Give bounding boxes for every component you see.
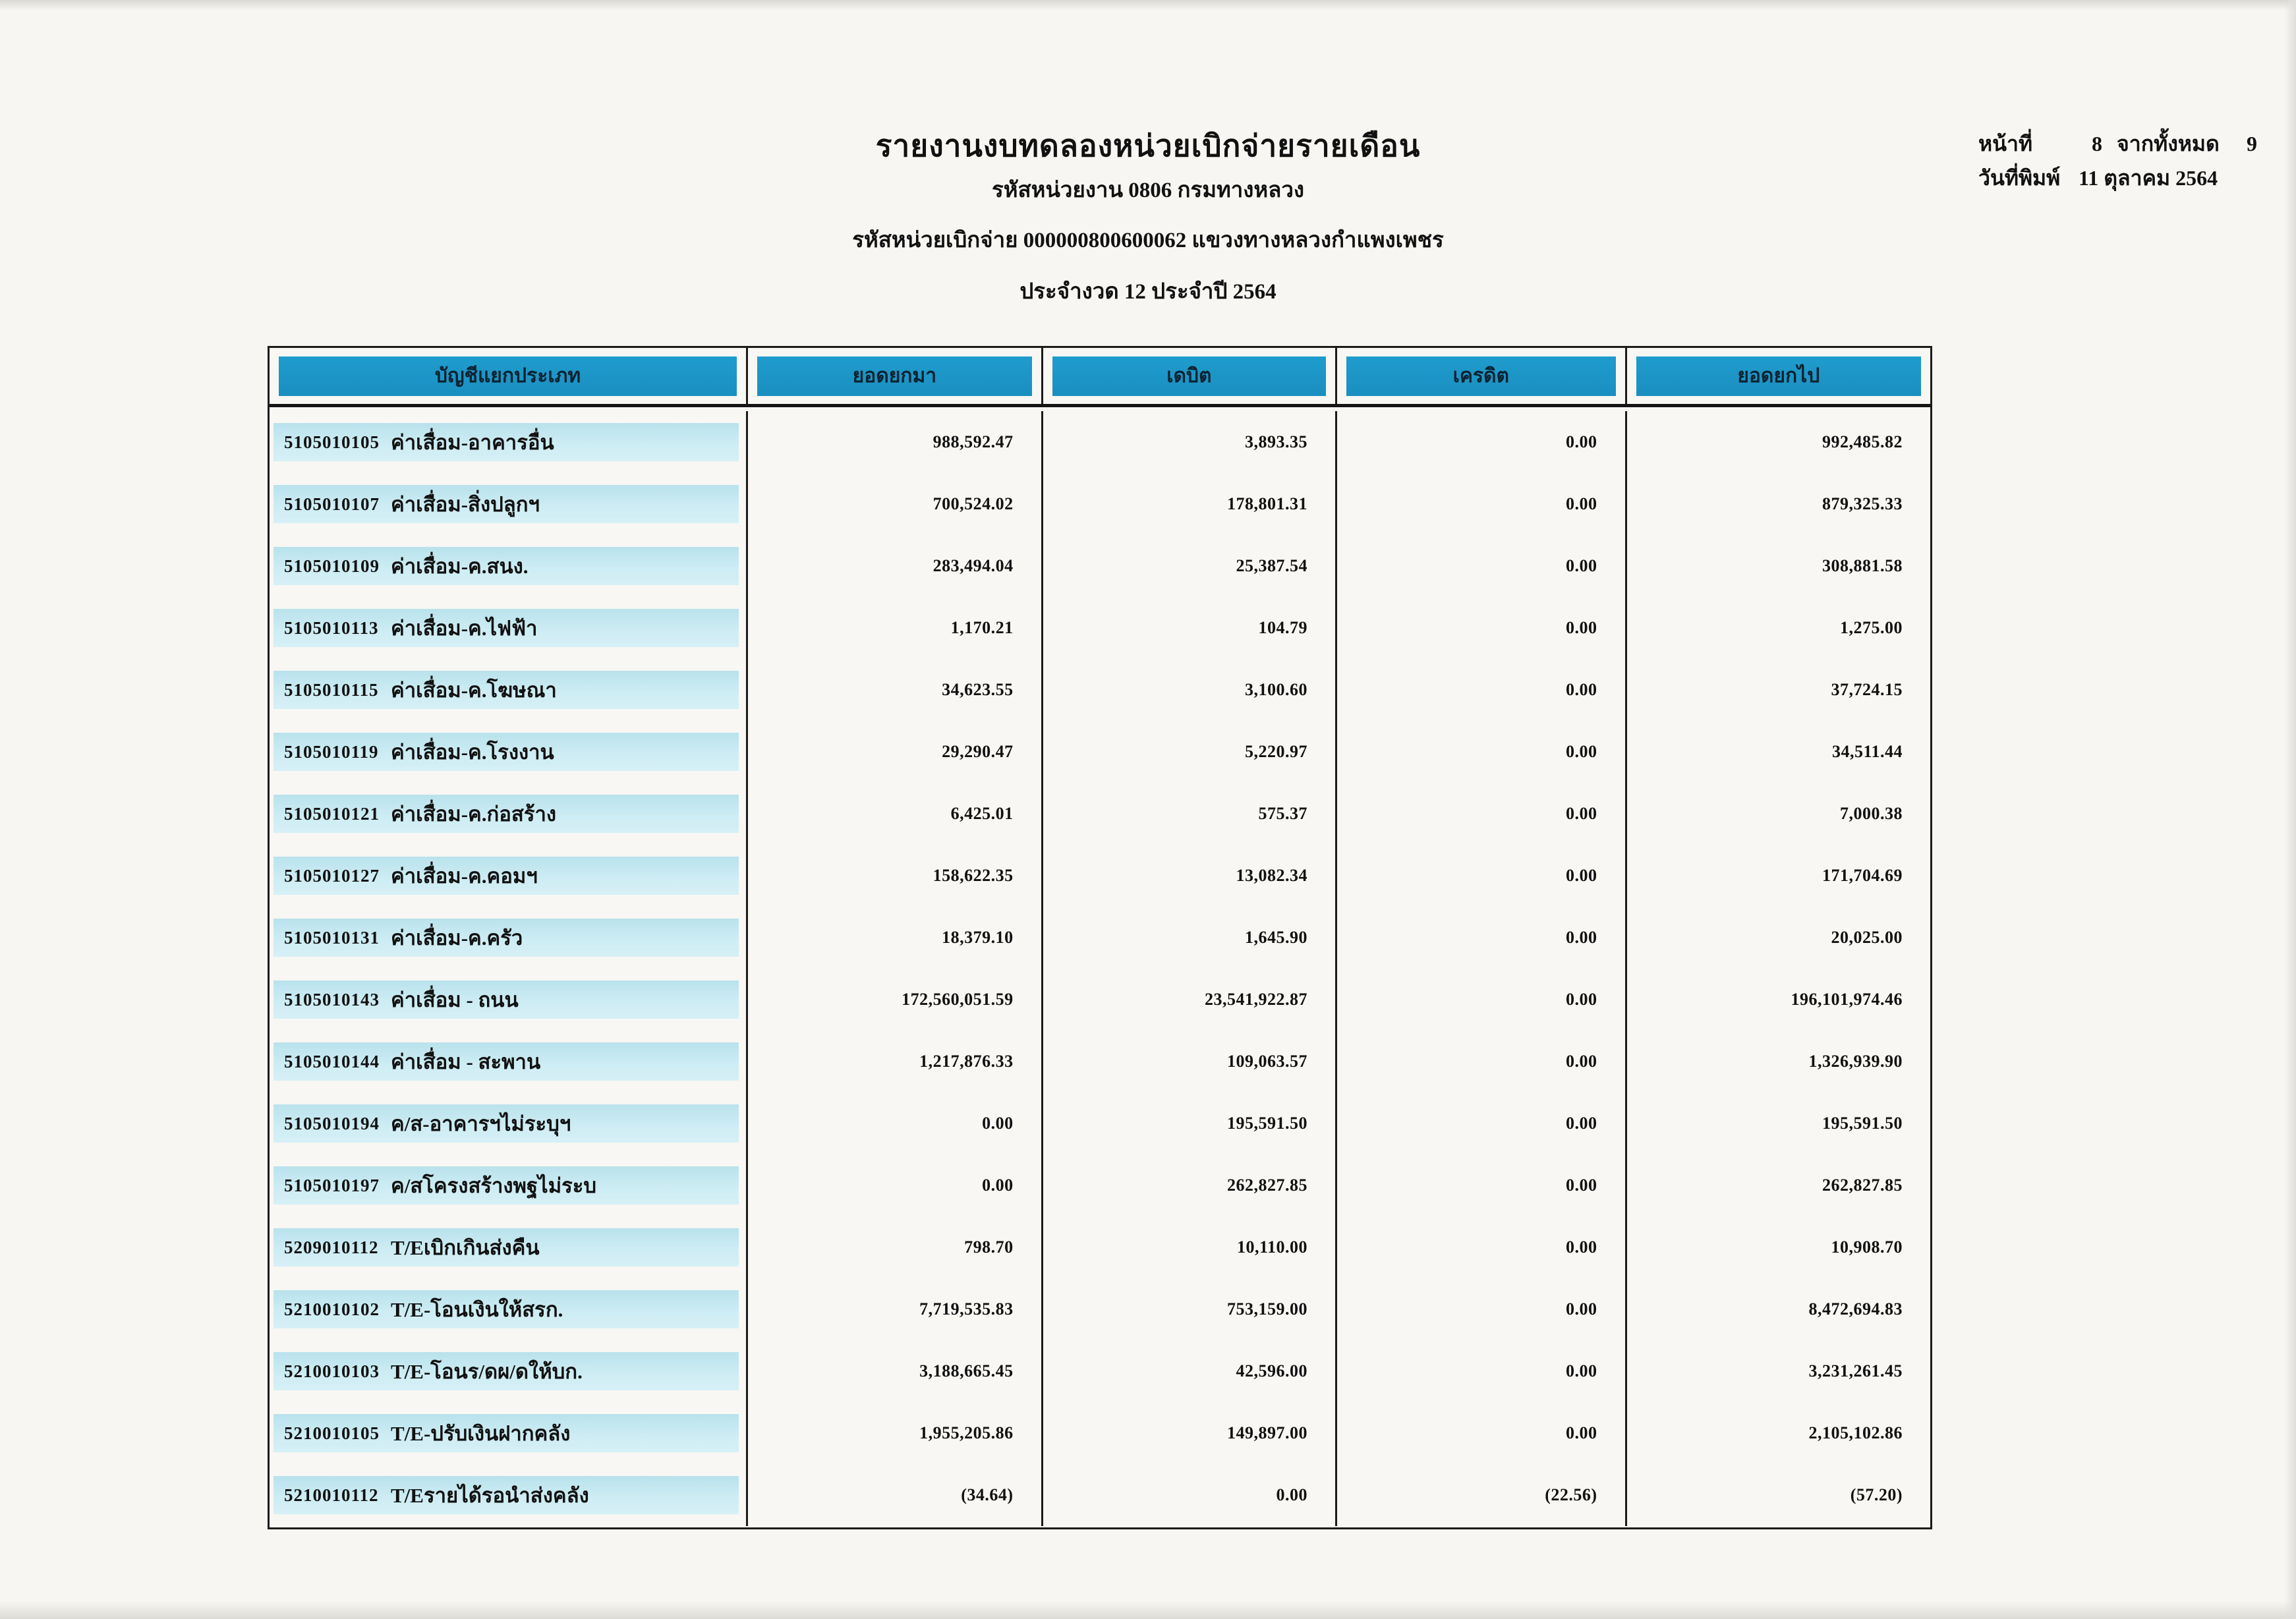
- cell-credit: 0.00: [1337, 1031, 1627, 1093]
- account-code: 5210010102: [284, 1299, 380, 1319]
- account-code: 5105010119: [284, 741, 379, 762]
- account-code: 5105010115: [284, 679, 379, 700]
- cell-brought-forward: 1,170.21: [748, 597, 1043, 659]
- page-number-row: [1978, 130, 2275, 157]
- account-name: T/E-โอนร/ดผ/ดให้บก.: [391, 1360, 583, 1383]
- cell-account: [270, 659, 748, 721]
- account-highlight-stripe: [273, 1414, 739, 1452]
- account-code: 5105010127: [284, 865, 380, 886]
- account-name: T/E-โอนเงินให้สรก.: [391, 1298, 563, 1321]
- cell-account: [270, 1216, 748, 1278]
- page-info-block: [1978, 130, 2275, 191]
- column-header-carried-forward-label: ยอดยกไป: [1636, 356, 1921, 396]
- cell-credit: 0.00: [1337, 1154, 1627, 1216]
- print-date-row: [1978, 165, 2275, 191]
- column-header-account: [270, 348, 748, 404]
- account-highlight-stripe: [273, 1476, 739, 1514]
- scan-edge-right: [2284, 0, 2296, 1619]
- table-row: [270, 783, 1930, 845]
- cell-brought-forward: 0.00: [748, 1154, 1043, 1216]
- account-code: 5105010194: [284, 1113, 380, 1133]
- table-row: [270, 1402, 1930, 1464]
- cell-account: [270, 1402, 748, 1464]
- account-code: 5210010105: [284, 1423, 380, 1443]
- table-row: [270, 535, 1930, 597]
- cell-account: [270, 597, 748, 659]
- account-name: ค่าเสื่อม-อาคารอื่น: [391, 431, 554, 454]
- cell-debit: 149,897.00: [1043, 1402, 1337, 1464]
- cell-account: [270, 1154, 748, 1216]
- account-name: ค่าเสื่อม-สิ่งปลูกฯ: [391, 493, 540, 516]
- table-row: [270, 969, 1930, 1031]
- column-header-carried-forward: [1627, 348, 1930, 404]
- cell-account: [270, 1464, 748, 1526]
- account-highlight-stripe: [273, 980, 739, 1019]
- cell-brought-forward: 29,290.47: [748, 721, 1043, 783]
- cell-account: [270, 1278, 748, 1340]
- cell-debit: 3,893.35: [1043, 411, 1337, 473]
- cell-credit: 0.00: [1337, 535, 1627, 597]
- account-highlight-stripe: [273, 733, 739, 771]
- cell-brought-forward: 283,494.04: [748, 535, 1043, 597]
- cell-brought-forward: 34,623.55: [748, 659, 1043, 721]
- account-code: 5105010144: [284, 1051, 380, 1071]
- account-name: T/Eเบิกเกินส่งคืน: [391, 1236, 540, 1259]
- cell-brought-forward: 18,379.10: [748, 907, 1043, 969]
- account-name: ค่าเสื่อม-ค.ก่อสร้าง: [391, 803, 557, 826]
- cell-debit: 104.79: [1043, 597, 1337, 659]
- column-header-debit-label: เดบิต: [1052, 356, 1326, 396]
- cell-credit: 0.00: [1337, 845, 1627, 907]
- page-label: หน้าที่: [1978, 132, 2033, 156]
- account-highlight-stripe: [273, 919, 739, 957]
- cell-brought-forward: 3,188,665.45: [748, 1340, 1043, 1402]
- cell-account: [270, 845, 748, 907]
- column-header-account-label: บัญชีแยกประเภท: [279, 356, 737, 396]
- account-code: 5105010121: [284, 803, 380, 824]
- disbursement-unit-line: รหัสหน่วยเบิกจ่าย 000000800600062 แขวงทางหลวงกำแพงเพชร: [852, 229, 1444, 252]
- cell-carried-forward: 308,881.58: [1822, 556, 1903, 575]
- table-row: [270, 1464, 1930, 1526]
- table-row: [270, 1278, 1930, 1340]
- table-row: [270, 1031, 1930, 1093]
- cell-account: [270, 721, 748, 783]
- cell-credit: 0.00: [1337, 1093, 1627, 1154]
- cell-brought-forward: 0.00: [748, 1093, 1043, 1154]
- cell-credit: 0.00: [1337, 1340, 1627, 1402]
- cell-carried-forward: 1,326,939.90: [1808, 1052, 1903, 1071]
- cell-credit: (22.56): [1337, 1464, 1627, 1526]
- table-row: [270, 597, 1930, 659]
- cell-account: [270, 1093, 748, 1154]
- column-header-credit-label: เครดิต: [1346, 356, 1615, 396]
- account-name: ค่าเสื่อม-ค.ครัว: [391, 926, 523, 950]
- cell-carried-forward: 3,231,261.45: [1808, 1361, 1903, 1380]
- cell-debit: 753,159.00: [1043, 1278, 1337, 1340]
- column-header-brought-forward: [748, 348, 1043, 404]
- cell-carried-forward: 8,472,694.83: [1808, 1299, 1903, 1319]
- cell-account: [270, 907, 748, 969]
- cell-carried-forward: 20,025.00: [1831, 928, 1903, 947]
- document-header: [522, 129, 1774, 304]
- cell-credit: 0.00: [1337, 1402, 1627, 1464]
- cell-carried-forward: (57.20): [1850, 1485, 1903, 1504]
- account-highlight-stripe: [273, 795, 739, 833]
- account-name: ค่าเสื่อม - ถนน: [391, 988, 519, 1011]
- column-header-debit: [1043, 348, 1337, 404]
- cell-account: [270, 1031, 748, 1093]
- cell-debit: 23,541,922.87: [1043, 969, 1337, 1031]
- cell-account: [270, 1340, 748, 1402]
- table-row: [270, 473, 1930, 535]
- cell-carried-forward: 196,101,974.46: [1791, 990, 1903, 1009]
- page-number: 8: [2092, 132, 2102, 156]
- account-highlight-stripe: [273, 1104, 739, 1143]
- cell-debit: 178,801.31: [1043, 473, 1337, 535]
- account-highlight-stripe: [273, 1166, 739, 1205]
- account-highlight-stripe: [273, 423, 739, 461]
- account-name: ค่าเสื่อม-ค.คอมฯ: [391, 865, 538, 888]
- table-row: [270, 907, 1930, 969]
- cell-brought-forward: 988,592.47: [748, 411, 1043, 473]
- cell-brought-forward: 172,560,051.59: [748, 969, 1043, 1031]
- cell-debit: 3,100.60: [1043, 659, 1337, 721]
- cell-account: [270, 969, 748, 1031]
- cell-credit: 0.00: [1337, 411, 1627, 473]
- account-code: 5209010112: [284, 1237, 379, 1257]
- cell-credit: 0.00: [1337, 659, 1627, 721]
- table-row: [270, 1340, 1930, 1402]
- cell-carried-forward: 10,908.70: [1831, 1237, 1903, 1257]
- cell-carried-forward: 2,105,102.86: [1808, 1423, 1903, 1442]
- account-name: ค่าเสื่อม-ค.ไฟฟ้า: [391, 617, 538, 640]
- cell-carried-forward: 992,485.82: [1822, 432, 1903, 451]
- cell-account: [270, 535, 748, 597]
- table-row: [270, 721, 1930, 783]
- table-row: [270, 1154, 1930, 1216]
- account-highlight-stripe: [273, 671, 739, 709]
- cell-carried-forward: 34,511.44: [1831, 742, 1903, 761]
- account-highlight-stripe: [273, 547, 739, 585]
- cell-brought-forward: 158,622.35: [748, 845, 1043, 907]
- account-highlight-stripe: [273, 857, 739, 895]
- cell-brought-forward: 798.70: [748, 1216, 1043, 1278]
- account-code: 5105010113: [284, 617, 379, 638]
- account-name: T/Eรายได้รอนำส่งคลัง: [391, 1484, 589, 1507]
- cell-carried-forward: 262,827.85: [1822, 1176, 1903, 1195]
- account-highlight-stripe: [273, 609, 739, 647]
- table-row: [270, 659, 1930, 721]
- cell-credit: 0.00: [1337, 473, 1627, 535]
- cell-debit: 25,387.54: [1043, 535, 1337, 597]
- account-code: 5105010105: [284, 432, 380, 452]
- cell-credit: 0.00: [1337, 969, 1627, 1031]
- cell-credit: 0.00: [1337, 783, 1627, 845]
- account-code: 5105010131: [284, 927, 380, 948]
- cell-carried-forward: 195,591.50: [1822, 1114, 1903, 1133]
- cell-debit: 1,645.90: [1043, 907, 1337, 969]
- cell-brought-forward: 1,955,205.86: [748, 1402, 1043, 1464]
- cell-credit: 0.00: [1337, 1278, 1627, 1340]
- account-highlight-stripe: [273, 1290, 739, 1328]
- cell-debit: 575.37: [1043, 783, 1337, 845]
- period-line: ประจำงวด 12 ประจำปี 2564: [1019, 280, 1277, 304]
- account-code: 5210010103: [284, 1361, 380, 1381]
- account-name: T/E-ปรับเงินฝากคลัง: [391, 1422, 571, 1445]
- table-row: [270, 411, 1930, 473]
- page-total-number: 9: [2247, 132, 2257, 156]
- cell-debit: 0.00: [1043, 1464, 1337, 1526]
- cell-carried-forward: 7,000.38: [1840, 804, 1903, 823]
- account-code: 5105010107: [284, 494, 380, 514]
- trial-balance-table: [268, 346, 1932, 1529]
- account-code: 5210010112: [284, 1485, 379, 1505]
- cell-account: [270, 473, 748, 535]
- cell-brought-forward: (34.64): [748, 1464, 1043, 1526]
- account-code: 5105010143: [284, 989, 380, 1009]
- scan-edge-bottom: [0, 1601, 2296, 1619]
- agency-code-line: รหัสหน่วยงาน 0806 กรมทางหลวง: [992, 179, 1304, 202]
- account-name: ค่าเสื่อม-ค.สนง.: [391, 555, 529, 578]
- cell-debit: 13,082.34: [1043, 845, 1337, 907]
- cell-carried-forward: 37,724.15: [1831, 680, 1903, 699]
- table-body: [270, 407, 1930, 1526]
- account-name: ค/ส-อาคารฯไม่ระบุฯ: [391, 1112, 571, 1135]
- cell-debit: 262,827.85: [1043, 1154, 1337, 1216]
- table-row: [270, 845, 1930, 907]
- account-code: 5105010197: [284, 1175, 380, 1195]
- cell-carried-forward: 879,325.33: [1822, 494, 1903, 513]
- account-highlight-stripe: [273, 485, 739, 523]
- account-name: ค/สโครงสร้างพฐไม่ระบ: [391, 1174, 597, 1197]
- cell-debit: 42,596.00: [1043, 1340, 1337, 1402]
- table-header-row: [270, 348, 1930, 407]
- column-header-credit: [1337, 348, 1626, 404]
- print-date-label: วันที่พิมพ์: [1978, 166, 2061, 190]
- account-highlight-stripe: [273, 1352, 739, 1390]
- account-name: ค่าเสื่อม-ค.โรงงาน: [391, 741, 554, 764]
- cell-credit: 0.00: [1337, 1216, 1627, 1278]
- cell-debit: 5,220.97: [1043, 721, 1337, 783]
- account-highlight-stripe: [273, 1042, 739, 1081]
- table-row: [270, 1216, 1930, 1278]
- account-code: 5105010109: [284, 555, 380, 576]
- table-row: [270, 1093, 1930, 1154]
- column-header-brought-forward-label: ยอดยกมา: [757, 356, 1031, 396]
- cell-credit: 0.00: [1337, 907, 1627, 969]
- cell-debit: 109,063.57: [1043, 1031, 1337, 1093]
- account-name: ค่าเสื่อม - สะพาน: [391, 1050, 541, 1073]
- cell-brought-forward: 700,524.02: [748, 473, 1043, 535]
- print-date-value: 11 ตุลาคม 2564: [2079, 166, 2218, 190]
- cell-brought-forward: 6,425.01: [748, 783, 1043, 845]
- page-total-label: จากทั้งหมด: [2117, 132, 2220, 156]
- cell-carried-forward: 1,275.00: [1840, 618, 1903, 637]
- cell-account: [270, 411, 748, 473]
- cell-brought-forward: 1,217,876.33: [748, 1031, 1043, 1093]
- cell-carried-forward: 171,704.69: [1822, 866, 1903, 885]
- cell-credit: 0.00: [1337, 597, 1627, 659]
- cell-debit: 10,110.00: [1043, 1216, 1337, 1278]
- report-title: รายงานงบทดลองหน่วยเบิกจ่ายรายเดือน: [875, 129, 1421, 163]
- cell-account: [270, 783, 748, 845]
- cell-brought-forward: 7,719,535.83: [748, 1278, 1043, 1340]
- cell-credit: 0.00: [1337, 721, 1627, 783]
- scan-edge-top: [0, 0, 2296, 11]
- account-highlight-stripe: [273, 1228, 739, 1266]
- cell-debit: 195,591.50: [1043, 1093, 1337, 1154]
- account-name: ค่าเสื่อม-ค.โฆษณา: [391, 679, 557, 702]
